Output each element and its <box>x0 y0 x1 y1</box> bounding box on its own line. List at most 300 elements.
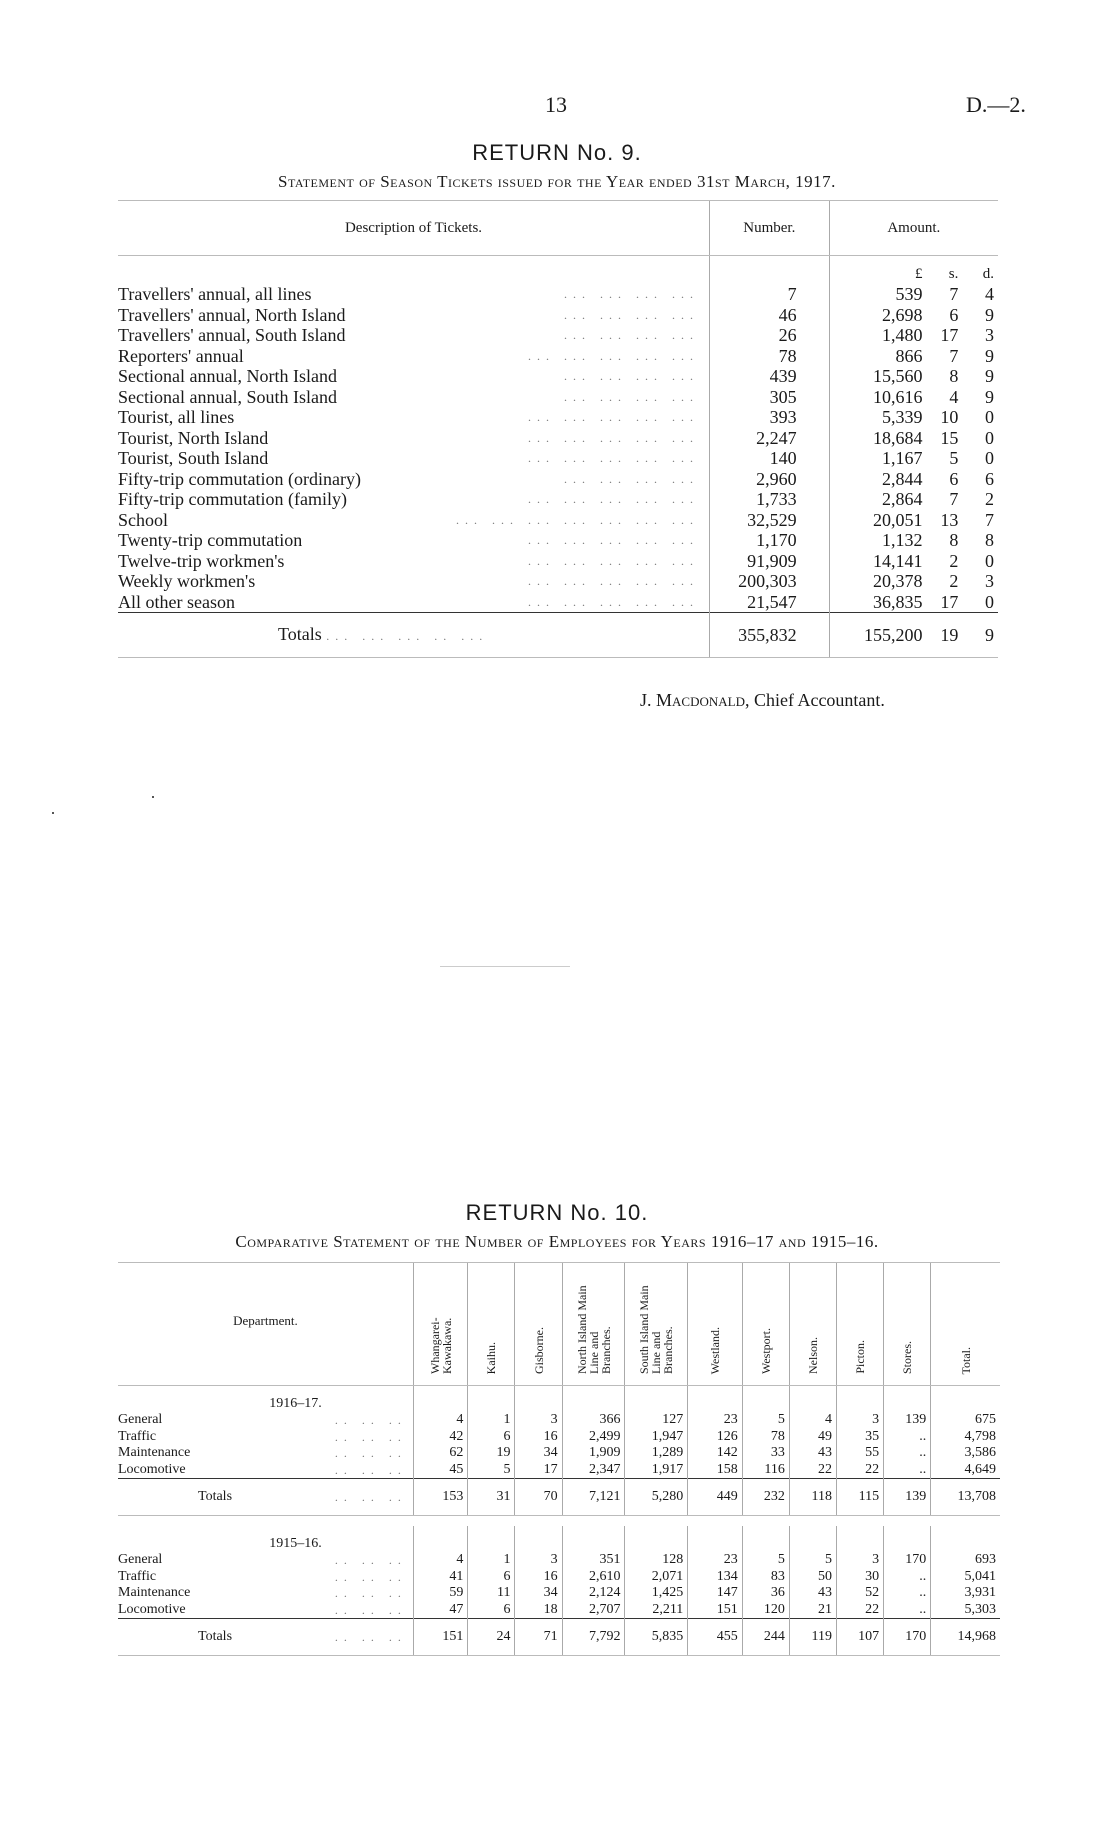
amount-pounds: 1,480 <box>829 325 928 346</box>
table-row <box>118 1569 1000 1586</box>
leader-dots: .. .. .. <box>334 1569 407 1584</box>
ticket-description: All other season <box>118 591 235 612</box>
department-label: Maintenance <box>118 1445 191 1461</box>
total-count: 13,708 <box>931 1479 1000 1516</box>
ticket-count: 32,529 <box>710 510 830 531</box>
employee-count: 2,610 <box>562 1569 625 1586</box>
employee-count: 128 <box>625 1552 688 1569</box>
amount-pence: 4 <box>985 284 994 305</box>
employee-count: 23 <box>688 1552 742 1569</box>
ticket-count: 439 <box>710 366 830 387</box>
scan-speck <box>152 796 154 798</box>
column-header <box>837 1263 884 1386</box>
employee-count: 3 <box>515 1412 562 1429</box>
employee-count: 36 <box>742 1585 789 1602</box>
total-count: 7,792 <box>562 1619 625 1656</box>
amount-pounds: 539 <box>829 284 928 305</box>
employee-count: 3 <box>837 1412 884 1429</box>
totals-pounds: 155,200 <box>829 613 928 658</box>
column-header <box>931 1263 1000 1386</box>
employee-count: 126 <box>688 1429 742 1446</box>
employee-count: 55 <box>837 1445 884 1462</box>
employee-count: 22 <box>837 1602 884 1619</box>
ticket-description: Twelve-trip workmen's <box>118 550 285 571</box>
table-row <box>118 1412 1000 1429</box>
employee-count: 120 <box>742 1602 789 1619</box>
total-count: 449 <box>688 1479 742 1516</box>
amount-shillings: 5 <box>949 448 959 469</box>
totals-label: Totals <box>198 1489 233 1504</box>
total-count: 7,121 <box>562 1479 625 1516</box>
amount-shillings: 15 <box>940 427 959 448</box>
table-row <box>118 469 998 490</box>
ticket-count: 46 <box>710 305 830 326</box>
amount-pounds: 5,339 <box>829 407 928 428</box>
amount-shillings: 7 <box>949 489 959 510</box>
table-row <box>118 448 998 469</box>
totals-row <box>118 1479 1000 1516</box>
ticket-count: 1,170 <box>710 530 830 551</box>
table-row <box>118 489 998 510</box>
employee-count: 5 <box>468 1462 515 1479</box>
total-count: 5,280 <box>625 1479 688 1516</box>
employee-count: 170 <box>884 1552 931 1569</box>
leader-dots: ... ... ... ... ... <box>528 553 700 568</box>
column-header <box>688 1263 742 1386</box>
amount-shillings: 6 <box>949 468 959 489</box>
total-count: 107 <box>837 1619 884 1656</box>
ticket-description: Tourist, South Island <box>118 448 269 469</box>
total-count: 14,968 <box>931 1619 1000 1656</box>
employee-count: 16 <box>515 1429 562 1446</box>
ticket-description: Sectional annual, North Island <box>118 366 337 387</box>
total-count: 70 <box>515 1479 562 1516</box>
amount-pence: 3 <box>985 571 994 592</box>
amount-pence: 0 <box>985 407 994 428</box>
employee-count: 62 <box>413 1445 467 1462</box>
table-row <box>118 346 998 367</box>
total-count: 5,835 <box>625 1619 688 1656</box>
table-row <box>118 325 998 346</box>
total-count: 71 <box>515 1619 562 1656</box>
ticket-count: 21,547 <box>710 592 830 613</box>
signatory-name: J. Macdonald, <box>640 690 750 710</box>
leader-dots: .. .. .. <box>334 1553 407 1568</box>
return-10-subtitle: Comparative Statement of the Number of Employees for Years 1916–17 and 1915–16. <box>235 1232 879 1251</box>
return-9-title: RETURN No. 9. <box>472 140 642 165</box>
document-reference: D.—2. <box>966 92 1026 117</box>
employee-count: 6 <box>468 1602 515 1619</box>
employee-count: 2,347 <box>562 1462 625 1479</box>
leader-dots: ... ... ... ... <box>564 307 700 322</box>
scan-line <box>440 966 570 967</box>
employee-count: 158 <box>688 1462 742 1479</box>
employee-count: 35 <box>837 1429 884 1446</box>
leader-dots: ... ... ... ... ... <box>528 533 700 548</box>
department-header: Department. <box>118 1263 413 1386</box>
ticket-description: Fifty-trip commutation (ordinary) <box>118 468 361 489</box>
ticket-count: 1,733 <box>710 489 830 510</box>
department-label: Traffic <box>118 1568 157 1584</box>
leader-dots: ... ... ... ... ... <box>528 594 700 609</box>
employee-count: 47 <box>413 1602 467 1619</box>
ticket-description: School <box>118 509 169 530</box>
employee-count: 1,909 <box>562 1445 625 1462</box>
leader-dots: .. .. .. <box>334 1602 407 1617</box>
total-count: 244 <box>742 1619 789 1656</box>
employee-count: 693 <box>931 1552 1000 1569</box>
scan-speck <box>52 812 54 814</box>
employee-count: 43 <box>789 1585 836 1602</box>
employee-count: .. <box>884 1445 931 1462</box>
total-count: 139 <box>884 1479 931 1516</box>
employee-count: 11 <box>468 1585 515 1602</box>
employee-count: .. <box>884 1585 931 1602</box>
ticket-description: Fifty-trip commutation (family) <box>118 489 347 510</box>
ticket-count: 140 <box>710 448 830 469</box>
department-label: General <box>118 1552 163 1568</box>
ticket-count: 26 <box>710 325 830 346</box>
spacer-row <box>118 1516 1000 1527</box>
employee-count: 4 <box>413 1552 467 1569</box>
total-count: 151 <box>413 1619 467 1656</box>
employee-count: 1,289 <box>625 1445 688 1462</box>
table-row <box>118 1585 1000 1602</box>
amount-shillings: 8 <box>949 530 959 551</box>
amount-pounds: 2,844 <box>829 469 928 490</box>
leader-dots: .. .. .. <box>334 1630 407 1644</box>
amount-pence: 9 <box>985 304 994 325</box>
amount-pounds: 1,132 <box>829 530 928 551</box>
column-header <box>742 1263 789 1386</box>
column-header <box>884 1263 931 1386</box>
column-header-label: Westport. <box>758 1327 773 1374</box>
amount-pence: 9 <box>985 345 994 366</box>
ticket-count: 393 <box>710 407 830 428</box>
employee-count: 3,586 <box>931 1445 1000 1462</box>
amount-shillings: 13 <box>940 509 959 530</box>
amount-pence: 2 <box>985 489 994 510</box>
employee-count: 5 <box>742 1412 789 1429</box>
amount-shillings: 7 <box>949 345 959 366</box>
table-row <box>118 428 998 449</box>
leader-dots: ... ... ... ... ... <box>528 451 700 466</box>
table-row <box>118 530 998 551</box>
employee-count: 83 <box>742 1569 789 1586</box>
employee-count: 19 <box>468 1445 515 1462</box>
totals-row: Totals ... ... ... .. ... 355,832 155,200 19 9 <box>118 613 998 658</box>
employee-count: 49 <box>789 1429 836 1446</box>
department-label: Locomotive <box>118 1601 186 1617</box>
leader-dots: ... ... ... ... <box>564 369 700 384</box>
units-row <box>118 256 998 285</box>
season-tickets-table <box>118 200 998 658</box>
total-count: 118 <box>789 1479 836 1516</box>
ticket-description: Reporters' annual <box>118 345 244 366</box>
column-header <box>413 1263 467 1386</box>
amount-pounds: 20,051 <box>829 510 928 531</box>
employee-count: 21 <box>789 1602 836 1619</box>
leader-dots: ... ... ... ... <box>564 328 700 343</box>
page-number: 13 <box>545 92 567 117</box>
amount-pence: 9 <box>985 366 994 387</box>
ticket-count: 2,960 <box>710 469 830 490</box>
table-header-row <box>118 201 998 256</box>
table-row <box>118 1429 1000 1446</box>
employee-count: 30 <box>837 1569 884 1586</box>
ticket-description: Twenty-trip commutation <box>118 530 303 551</box>
column-header-label: Picton. <box>853 1340 868 1374</box>
amount-pence: 3 <box>985 325 994 346</box>
return-9-subtitle: Statement of Season Tickets issued for the Year ended 31st March, 1917. <box>278 172 836 191</box>
amount-pounds: 10,616 <box>829 387 928 408</box>
amount-pence: 0 <box>985 427 994 448</box>
table-row <box>118 571 998 592</box>
leader-dots: .. .. .. <box>334 1586 407 1601</box>
employee-count: .. <box>884 1602 931 1619</box>
employee-count: 22 <box>789 1462 836 1479</box>
amount-pence: 0 <box>985 550 994 571</box>
amount-pence: 9 <box>985 386 994 407</box>
amount-pounds: 2,864 <box>829 489 928 510</box>
employee-count: 1,947 <box>625 1429 688 1446</box>
employee-count: 1 <box>468 1552 515 1569</box>
amount-shillings: 2 <box>949 571 959 592</box>
employee-count: 147 <box>688 1585 742 1602</box>
employee-count: 366 <box>562 1412 625 1429</box>
ticket-description: Travellers' annual, South Island <box>118 325 346 346</box>
employee-count: 34 <box>515 1585 562 1602</box>
column-header-label: South Island Main Line and Branches. <box>637 1285 676 1374</box>
table-row <box>118 1602 1000 1619</box>
leader-dots: ... ... ... ... ... ... ... <box>456 512 700 527</box>
leader-dots: .. .. .. <box>334 1490 407 1504</box>
column-header <box>562 1263 625 1386</box>
totals-pence: 9 <box>958 613 998 658</box>
total-count: 31 <box>468 1479 515 1516</box>
column-header-label: Nelson. <box>805 1337 820 1374</box>
employee-count: 151 <box>688 1602 742 1619</box>
employee-count: 4 <box>413 1412 467 1429</box>
employee-count: 2,707 <box>562 1602 625 1619</box>
employee-count: 1 <box>468 1412 515 1429</box>
leader-dots: .. .. .. <box>334 1429 407 1444</box>
pounds-unit: £ <box>829 256 928 285</box>
department-label: General <box>118 1412 163 1428</box>
department-label: Locomotive <box>118 1461 186 1477</box>
amount-shillings: 2 <box>949 550 959 571</box>
employee-count: 4,649 <box>931 1462 1000 1479</box>
amount-pounds: 1,167 <box>829 448 928 469</box>
employee-count: 351 <box>562 1552 625 1569</box>
totals-shillings: 19 <box>929 613 959 658</box>
table-row <box>118 592 998 613</box>
amount-pence: 6 <box>985 468 994 489</box>
amount-pence: 0 <box>985 448 994 469</box>
totals-label: Totals <box>278 624 322 644</box>
employee-count: 1,425 <box>625 1585 688 1602</box>
employee-count: 4,798 <box>931 1429 1000 1446</box>
employee-count: .. <box>884 1569 931 1586</box>
employee-count: 3,931 <box>931 1585 1000 1602</box>
column-header <box>625 1263 688 1386</box>
number-header: Number. <box>710 201 830 256</box>
leader-dots: ... ... ... ... ... <box>528 430 700 445</box>
year-row <box>118 1386 1000 1413</box>
employee-count: 43 <box>789 1445 836 1462</box>
amount-shillings: 6 <box>949 304 959 325</box>
leader-dots: ... ... ... ... ... <box>528 492 700 507</box>
column-header-label: Westland. <box>708 1326 723 1374</box>
column-header <box>515 1263 562 1386</box>
total-count: 119 <box>789 1619 836 1656</box>
year-label: 1915–16. <box>269 1536 322 1551</box>
employee-count: 2,071 <box>625 1569 688 1586</box>
employee-count: 142 <box>688 1445 742 1462</box>
department-label: Traffic <box>118 1428 157 1444</box>
ticket-description: Travellers' annual, all lines <box>118 284 312 305</box>
leader-dots: .. .. .. <box>334 1413 407 1428</box>
employee-count: .. <box>884 1462 931 1479</box>
column-header-label: Stores. <box>900 1341 915 1374</box>
leader-dots: ... ... ... ... <box>564 389 700 404</box>
leader-dots: ... ... ... ... <box>564 287 700 302</box>
amount-shillings: 17 <box>940 591 959 612</box>
employee-count: 134 <box>688 1569 742 1586</box>
ticket-description: Travellers' annual, North Island <box>118 304 346 325</box>
amount-pence: 8 <box>985 530 994 551</box>
table-header-row <box>118 1263 1000 1386</box>
signatory-role: Chief Accountant. <box>753 690 885 710</box>
total-count: 232 <box>742 1479 789 1516</box>
ticket-count: 305 <box>710 387 830 408</box>
year-row <box>118 1526 1000 1552</box>
employee-count: 127 <box>625 1412 688 1429</box>
employee-count: 23 <box>688 1412 742 1429</box>
totals-label: Totals <box>198 1629 233 1644</box>
leader-dots: ... ... ... ... <box>564 471 700 486</box>
ticket-description: Tourist, North Island <box>118 427 269 448</box>
department-label: Maintenance <box>118 1585 191 1601</box>
total-count: 153 <box>413 1479 467 1516</box>
employee-count: 18 <box>515 1602 562 1619</box>
year-label: 1916–17. <box>269 1396 322 1411</box>
column-header <box>789 1263 836 1386</box>
ticket-count: 91,909 <box>710 551 830 572</box>
table-row <box>118 284 998 305</box>
column-header-label: North Island Main Line and Branches. <box>574 1285 613 1374</box>
total-count: 115 <box>837 1479 884 1516</box>
employee-count: 6 <box>468 1569 515 1586</box>
amount-pounds: 2,698 <box>829 305 928 326</box>
leader-dots: .. .. .. <box>334 1462 407 1477</box>
column-header-label: Gisborne. <box>531 1327 546 1374</box>
employee-count: .. <box>884 1429 931 1446</box>
table-row <box>118 1445 1000 1462</box>
employee-count: 33 <box>742 1445 789 1462</box>
amount-header: Amount. <box>829 201 998 256</box>
employee-count: 1,917 <box>625 1462 688 1479</box>
table-row <box>118 1462 1000 1479</box>
totals-number: 355,832 <box>710 613 830 658</box>
amount-pence: 7 <box>985 509 994 530</box>
employee-count: 45 <box>413 1462 467 1479</box>
total-count: 455 <box>688 1619 742 1656</box>
ticket-count: 2,247 <box>710 428 830 449</box>
employee-count: 5,041 <box>931 1569 1000 1586</box>
leader-dots: ... ... ... ... ... <box>528 410 700 425</box>
totals-row <box>118 1619 1000 1656</box>
employee-count: 5 <box>789 1552 836 1569</box>
employee-count: 22 <box>837 1462 884 1479</box>
amount-shillings: 17 <box>940 325 959 346</box>
employee-count: 116 <box>742 1462 789 1479</box>
employee-count: 6 <box>468 1429 515 1446</box>
table-row <box>118 407 998 428</box>
employee-count: 675 <box>931 1412 1000 1429</box>
table-row <box>118 1552 1000 1569</box>
employee-count: 42 <box>413 1429 467 1446</box>
employee-count: 139 <box>884 1412 931 1429</box>
ticket-description: Sectional annual, South Island <box>118 386 337 407</box>
table-row <box>118 510 998 531</box>
employee-count: 52 <box>837 1585 884 1602</box>
employee-count: 4 <box>789 1412 836 1429</box>
employee-count: 16 <box>515 1569 562 1586</box>
employee-count: 3 <box>515 1552 562 1569</box>
amount-pounds: 18,684 <box>829 428 928 449</box>
total-count: 170 <box>884 1619 931 1656</box>
employee-count: 5 <box>742 1552 789 1569</box>
table-row <box>118 387 998 408</box>
table-row <box>118 366 998 387</box>
return-10-title: RETURN No. 10. <box>465 1200 649 1225</box>
leader-dots: ... ... ... ... ... <box>528 348 700 363</box>
leader-dots: ... ... ... ... ... <box>528 574 700 589</box>
column-header <box>468 1263 515 1386</box>
employees-table <box>118 1262 1000 1656</box>
ticket-count: 7 <box>710 284 830 305</box>
employee-count: 78 <box>742 1429 789 1446</box>
amount-pounds: 866 <box>829 346 928 367</box>
employee-count: 3 <box>837 1552 884 1569</box>
amount-shillings: 4 <box>949 386 959 407</box>
ticket-description: Weekly workmen's <box>118 571 256 592</box>
leader-dots: .. .. .. <box>334 1446 407 1461</box>
employee-count: 59 <box>413 1585 467 1602</box>
employee-count: 41 <box>413 1569 467 1586</box>
ticket-count: 200,303 <box>710 571 830 592</box>
column-header-label: Total. <box>958 1346 973 1374</box>
amount-pence: 0 <box>985 591 994 612</box>
amount-pounds: 20,378 <box>829 571 928 592</box>
total-count: 24 <box>468 1619 515 1656</box>
employee-count: 5,303 <box>931 1602 1000 1619</box>
employee-count: 2,211 <box>625 1602 688 1619</box>
amount-pounds: 36,835 <box>829 592 928 613</box>
table-row <box>118 305 998 326</box>
table-row <box>118 551 998 572</box>
column-header-label: Kaihu. <box>484 1341 499 1374</box>
employee-count: 50 <box>789 1569 836 1586</box>
amount-shillings: 7 <box>949 284 959 305</box>
signature <box>640 690 885 711</box>
shillings-unit: s. <box>948 266 959 282</box>
pence-unit: d. <box>982 266 994 282</box>
column-header-label: Whangarei-Kawakawa. <box>427 1317 454 1374</box>
employee-count: 34 <box>515 1445 562 1462</box>
description-header: Description of Tickets. <box>118 201 710 256</box>
